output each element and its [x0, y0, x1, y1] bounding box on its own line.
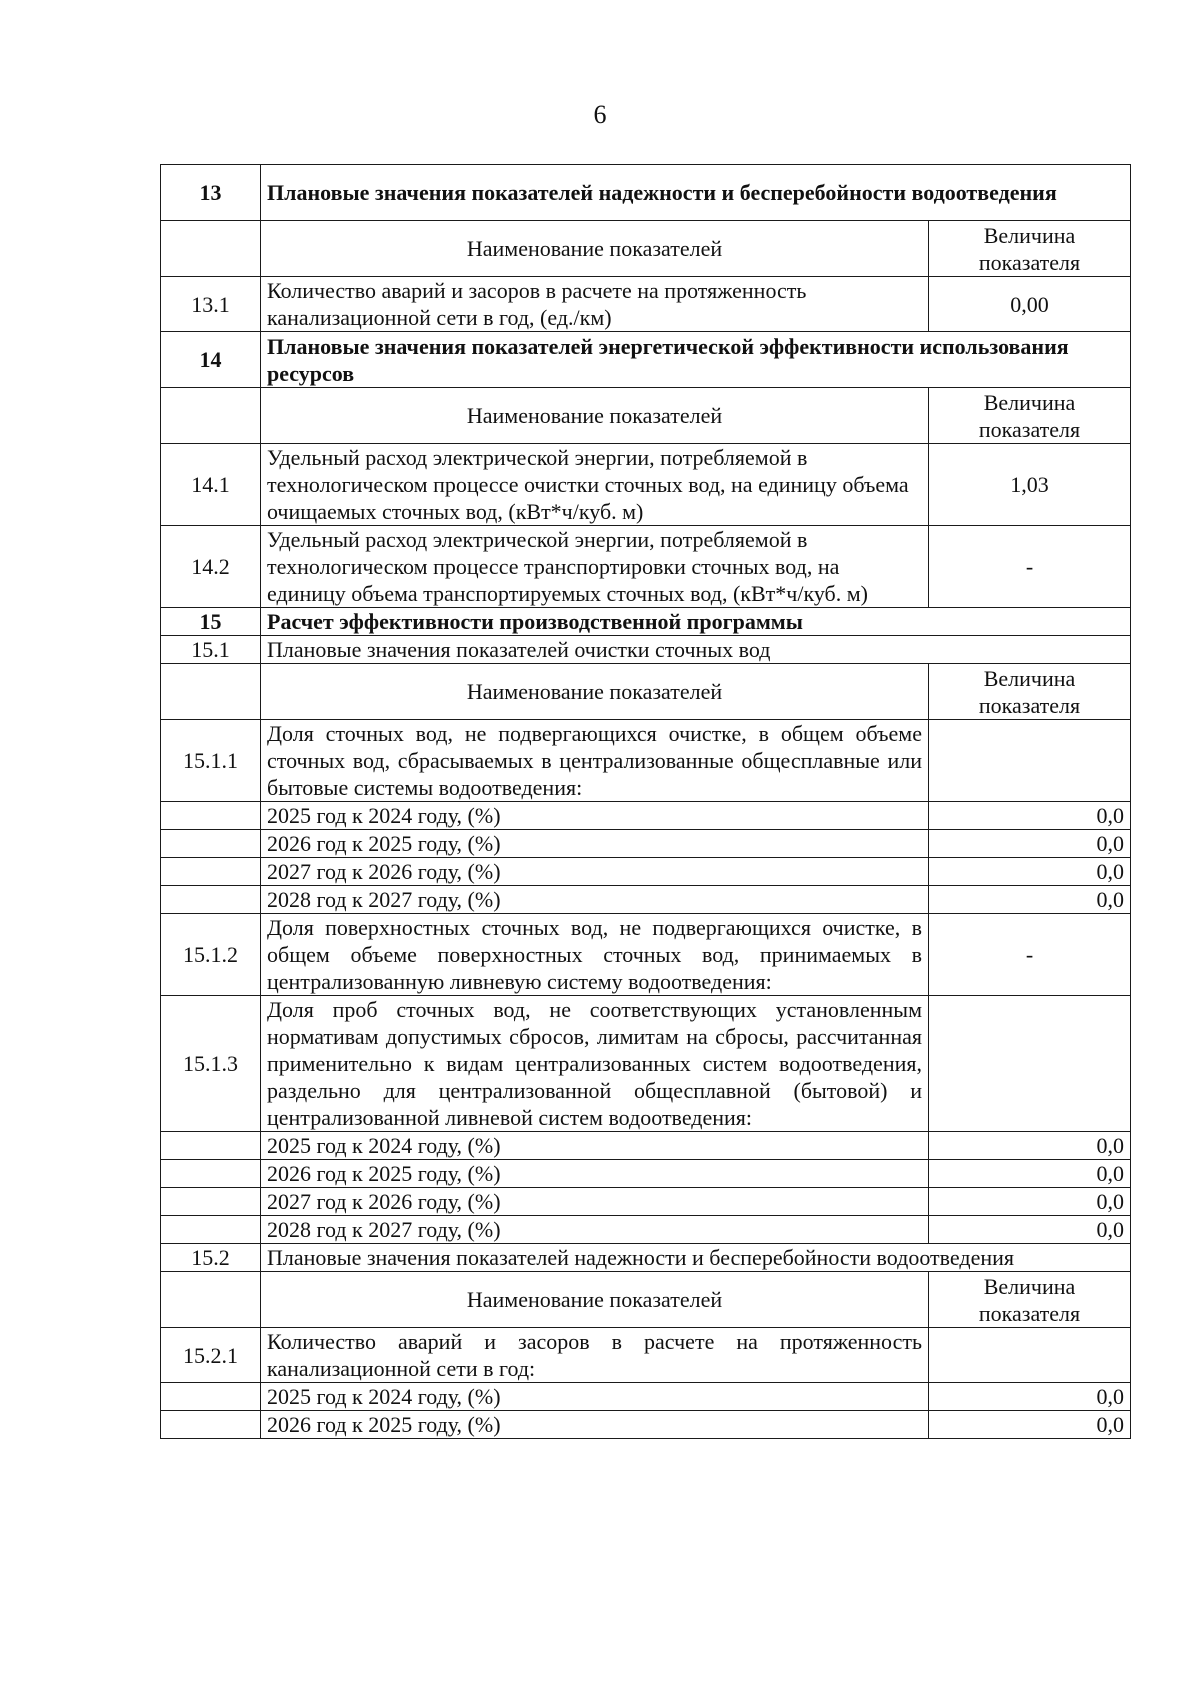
indicator-value-empty: [929, 1328, 1131, 1383]
indicator-value-empty: [929, 996, 1131, 1132]
year-label: 2026 год к 2025 году, (%): [261, 1411, 929, 1439]
year-label: 2026 год к 2025 году, (%): [261, 830, 929, 858]
year-value: 0,0: [929, 1216, 1131, 1244]
indicator-value: -: [929, 914, 1131, 996]
section-14-number: 14: [161, 332, 261, 388]
table-row: [161, 720, 1131, 802]
empty-cell: [161, 802, 261, 830]
row-number: 15.1.2: [161, 914, 261, 996]
year-label: 2028 год к 2027 году, (%): [261, 886, 929, 914]
empty-cell: [161, 221, 261, 277]
indicator-name: Количество аварий и засоров в расчете на протяженность канализационной сети в год:: [261, 1328, 929, 1383]
year-row: [161, 1216, 1131, 1244]
year-row: [161, 886, 1131, 914]
subsection-15-1-header-row: [161, 664, 1131, 720]
empty-cell: [161, 1132, 261, 1160]
year-value: 0,0: [929, 1411, 1131, 1439]
table-row: [161, 996, 1131, 1132]
year-value: 0,0: [929, 1188, 1131, 1216]
column-header-value: Величина показателя: [929, 388, 1131, 444]
column-header-name: Наименование показателей: [261, 1272, 929, 1328]
section-13-number: 13: [161, 165, 261, 221]
year-row: [161, 802, 1131, 830]
year-label: 2028 год к 2027 году, (%): [261, 1216, 929, 1244]
year-row: [161, 1383, 1131, 1411]
indicator-value: 0,00: [929, 277, 1131, 332]
indicator-value-empty: [929, 720, 1131, 802]
year-value: 0,0: [929, 830, 1131, 858]
empty-cell: [161, 858, 261, 886]
empty-cell: [161, 886, 261, 914]
subsection-15-2-header-row: [161, 1272, 1131, 1328]
column-header-value: Величина показателя: [929, 664, 1131, 720]
empty-cell: [161, 1188, 261, 1216]
year-row: [161, 830, 1131, 858]
row-number: 14.2: [161, 526, 261, 608]
row-number: 13.1: [161, 277, 261, 332]
section-15-row: [161, 608, 1131, 636]
section-15-title: Расчет эффективности производственной программы: [261, 608, 1131, 636]
year-label: 2025 год к 2024 году, (%): [261, 802, 929, 830]
table-row: [161, 526, 1131, 608]
indicator-name: Доля сточных вод, не подвергающихся очистке, в общем объеме сточных вод, сбрасываемых в централизованные общесплавные или бытовые системы водоотведения:: [261, 720, 929, 802]
subsection-15-2-title: Плановые значения показателей надежности и бесперебойности водоотведения: [261, 1244, 1131, 1272]
indicator-value: 1,03: [929, 444, 1131, 526]
empty-cell: [161, 1383, 261, 1411]
year-label: 2026 год к 2025 году, (%): [261, 1160, 929, 1188]
year-label: 2025 год к 2024 году, (%): [261, 1383, 929, 1411]
empty-cell: [161, 388, 261, 444]
table-row: [161, 914, 1131, 996]
section-14-header-row: [161, 388, 1131, 444]
section-13-title: Плановые значения показателей надежности и бесперебойности водоотведения: [261, 165, 1131, 221]
column-header-name: Наименование показателей: [261, 221, 929, 277]
year-value: 0,0: [929, 1160, 1131, 1188]
year-value: 0,0: [929, 858, 1131, 886]
column-header-value: Величина показателя: [929, 221, 1131, 277]
empty-cell: [161, 1411, 261, 1439]
year-value: 0,0: [929, 802, 1131, 830]
section-13-header-row: [161, 221, 1131, 277]
year-value: 0,0: [929, 886, 1131, 914]
year-label: 2025 год к 2024 году, (%): [261, 1132, 929, 1160]
empty-cell: [161, 830, 261, 858]
section-14-title: Плановые значения показателей энергетической эффективности использования ресурсов: [261, 332, 1131, 388]
column-header-name: Наименование показателей: [261, 388, 929, 444]
row-number: 14.1: [161, 444, 261, 526]
year-row: [161, 1160, 1131, 1188]
table-row: [161, 277, 1131, 332]
indicator-name: Удельный расход электрической энергии, потребляемой в технологическом процессе очистки сточных вод, на единицу объема очищаемых сточных вод, (кВт*ч/куб. м): [261, 444, 929, 526]
indicator-name: Доля поверхностных сточных вод, не подвергающихся очистке, в общем объеме поверхностных сточных вод, принимаемых в централизованную ливневую систему водоотведения:: [261, 914, 929, 996]
year-value: 0,0: [929, 1132, 1131, 1160]
indicator-name: Удельный расход электрической энергии, потребляемой в технологическом процессе транспортировки сточных вод, на единицу объема транспортируемых сточных вод, (кВт*ч/куб. м): [261, 526, 929, 608]
indicator-name: Количество аварий и засоров в расчете на протяженность канализационной сети в год, (ед./км): [261, 277, 929, 332]
row-number: 15.1.1: [161, 720, 261, 802]
empty-cell: [161, 1272, 261, 1328]
empty-cell: [161, 664, 261, 720]
year-label: 2027 год к 2026 году, (%): [261, 858, 929, 886]
year-row: [161, 1411, 1131, 1439]
empty-cell: [161, 1216, 261, 1244]
empty-cell: [161, 1160, 261, 1188]
subsection-15-1-number: 15.1: [161, 636, 261, 664]
column-header-value: Величина показателя: [929, 1272, 1131, 1328]
year-row: [161, 858, 1131, 886]
year-row: [161, 1188, 1131, 1216]
subsection-15-1-title: Плановые значения показателей очистки сточных вод: [261, 636, 1131, 664]
column-header-name: Наименование показателей: [261, 664, 929, 720]
year-value: 0,0: [929, 1383, 1131, 1411]
indicator-name: Доля проб сточных вод, не соответствующих установленным нормативам допустимых сбросов, лимитам на сбросы, рассчитанная применительно к видам централизованных систем водоотведения, раздельно для централизованной общесплавной (бытовой) и централизованной ливневой систем водоотведения:: [261, 996, 929, 1132]
section-14-row: [161, 332, 1131, 388]
year-row: [161, 1132, 1131, 1160]
subsection-15-2-number: 15.2: [161, 1244, 261, 1272]
table-row: [161, 444, 1131, 526]
production-program-table: [160, 164, 1131, 1439]
year-label: 2027 год к 2026 году, (%): [261, 1188, 929, 1216]
table-row: [161, 1328, 1131, 1383]
row-number: 15.2.1: [161, 1328, 261, 1383]
indicator-value: -: [929, 526, 1131, 608]
row-number: 15.1.3: [161, 996, 261, 1132]
subsection-15-1-row: [161, 636, 1131, 664]
section-15-number: 15: [161, 608, 261, 636]
page-number: 6: [593, 100, 607, 129]
section-13-row: [161, 165, 1131, 221]
subsection-15-2-row: [161, 1244, 1131, 1272]
